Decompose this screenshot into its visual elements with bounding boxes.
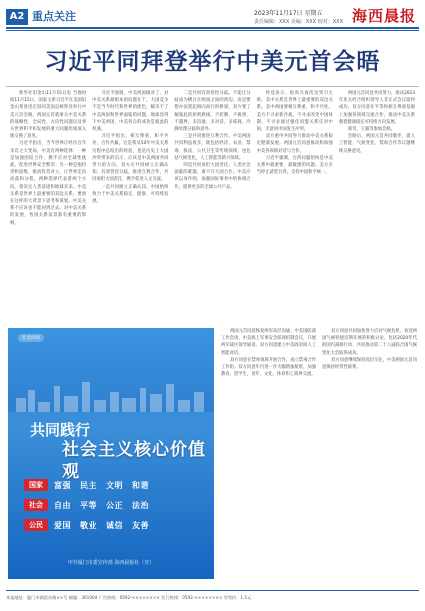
paragraph: 两国元首同意恢复两军高层沟通、中美国防部工作会谈、中美海上军事安全磋商机制会议，开展两军战区领导通话。双方同意建立中美政府间人工智能对话。	[221, 329, 316, 356]
paragraph: 新华社旧金山11月15日电 当地时间11月15日，国家主席习近平在美国旧金山斐洛里庄园同美国总统拜登举行中美元首会晤。两国元首就事关中美关系的战略性、全局性、方向性问题以及事关世界和平和发展的重大问题坦诚深入地交换了意见。	[10, 91, 87, 140]
value-item: 民主	[80, 480, 97, 490]
value-item: 文明	[106, 480, 123, 490]
values-row-label: 国家	[24, 479, 48, 491]
editor-line: 责任编辑：XXX 美编：XXX 校对：XXX	[254, 19, 344, 25]
value-item: 平等	[80, 500, 97, 510]
paragraph: 双方同意继续保持高层交往，中美两国元首同意保持经常性联系。	[322, 357, 417, 371]
paragraph: 会晤后，两国元首共同散步，就人工智能、气候变化、禁毒合作等议题继续交换意见。	[338, 134, 416, 154]
paragraph: 习近平指出，相互尊重、和平共处、合作共赢，这是我从50年中美关系历程中总结出的经验，也是历史上大国冲突带来的启示，应该是中美两国共同努力的方向。双方应共同树立正确认知，有效管控分歧，推进互利合作，共同承担大国责任，携手促进人文交流。	[92, 134, 169, 183]
paragraph: 两国元首同意共同努力，推动2023年亚太经合组织领导人非正式会议取得成功。双方同意在平等和相互尊重基础上加强各领域交流合作，推动中美关系朝着健康稳定可持续方向发展。	[338, 91, 416, 125]
paragraph: 双方重申共同努力推动中美关系稳定健康发展。两国元首同意推动和加强中美各领域对话与合作。	[256, 134, 333, 154]
paragraph: 习近平指出，当今世界正经历百年未有之大变局，中美有两种选择：一种是加强团结合作，携手应对全球性挑战，促进世界安全繁荣；另一种是抱持零和思维，挑动阵营对立，让世界走向动荡和分裂。两种选择代表着两个方向，将决定人类前途和地球未来。中美关系是世界上最重要的双边关系，要放在这样的大背景下思考和谋划。中美关系不应该也不能回到过去，对中美关系的发展，各国关系前景都有重要的影响。	[10, 141, 87, 226]
newspaper-logo: 海西晨报	[352, 7, 417, 25]
value-item: 和谐	[132, 480, 149, 490]
value-item: 自由	[54, 500, 71, 510]
value-item: 诚信	[106, 520, 123, 530]
paragraph: 拜登表示，很高兴再次见到习主席。美中关系是世界上最重要的双边关系。美中两国要相互尊重，和平共处。美方不寻求新冷战，不寻求改变中国体制，不寻求通过强化同盟关系反对中国，无意同中国发生冲突。	[256, 91, 333, 133]
values-row-label: 公民	[24, 519, 48, 531]
city-skyline-icon	[8, 380, 214, 412]
values-row-national	[24, 478, 158, 492]
value-item: 富强	[54, 480, 71, 490]
values-row-social	[24, 498, 158, 512]
paragraph: 习近平强调，台湾问题始终是中美关系中最重要、最敏感的问题。美方应当停止武装台湾，支持中国和平统一。	[256, 155, 333, 176]
values-row-citizen	[24, 518, 158, 532]
article-body	[10, 90, 415, 328]
paragraph: 蔡奇、王毅等参加会晤。	[347, 127, 396, 133]
article-continuation	[221, 328, 417, 579]
section-number: A2	[6, 9, 28, 25]
article-column-5	[339, 90, 415, 328]
article-headline: 习近平同拜登举行中美元首会晤	[44, 49, 381, 75]
article-column-3	[174, 90, 250, 328]
paragraph: 四是共同承担大国责任。人类社会面临的难题，离不开大国合作。中美应该以身作则，加强国际事务中的协调合作，提供更多的全球公共产品。	[174, 163, 251, 190]
article-column-1	[10, 90, 86, 328]
value-item: 公正	[106, 500, 123, 510]
paragraph: 三是共同推进互利合作。中美两国共同利益很多，既包括经济、农业、禁毒、执法、公共卫生等传统领域，也包括气候变化、人工智能等新兴领域。	[174, 134, 251, 161]
section-name: 重点关注	[32, 10, 76, 23]
paragraph: 一是共同树立正确认知。中国始终致力于中美关系稳定、健康、可持续发展。	[92, 184, 169, 205]
poster-tag: 社会风尚	[18, 334, 44, 342]
values-row-label: 社会	[24, 499, 48, 511]
page-footer: 本报地址：厦门市湖滨东路××号 邮编：361004 广告热线：0592-×××××××× 发行热线：0592-×××××××× 零售价：1.5元	[6, 595, 252, 600]
article-column-4	[257, 90, 333, 328]
poster-title-line2: 社会主义核心价值观	[62, 440, 206, 482]
paragraph: 双方同意共同加快努力应对气候危机，欢迎两国气候特使近期开展的积极讨论，包括2020年代的国内减排行动、共同推动第二十八届联合国气候变化大会取得成功。	[322, 329, 417, 356]
value-item: 友善	[132, 520, 149, 530]
footer-rule	[6, 590, 419, 591]
core-values-poster	[8, 328, 214, 579]
value-item: 敬业	[80, 520, 97, 530]
headline-divider	[6, 86, 419, 87]
paragraph: 二是共同有效管控分歧。不能让分歧成为横亘在两国之间的鸿沟，而是要想办法架起相向而行的桥梁。双方要了解彼此的原则底线，不折腾、不挑事、不越界，多沟通、多对话、多磋商，冷静处理分歧和意外。	[174, 91, 251, 133]
poster-title-line1: 共同践行	[30, 421, 91, 439]
issue-date: 2023年11月17日 星期五	[254, 10, 323, 17]
paragraph: 双方同意在禁毒领域开展合作，成立禁毒合作工作组。双方同意年内进一步大幅增加航班，加强教育、留学生、青年、文化、体育和工商界交流。	[221, 357, 316, 378]
article-column-2	[92, 90, 168, 328]
value-item: 法治	[132, 500, 149, 510]
header-rule-thin	[6, 30, 419, 31]
value-item: 爱国	[54, 520, 71, 530]
poster-credit: 中共厦门市委宣传部 海西晨报社（宣）	[67, 560, 155, 566]
paragraph: 习近平强调，中美两国做对了，对中美关系最根本的问题在于，大国竞争不是当今时代和世界的底色，解决不了中美两国和世界面临的问题。地球容得下中美两国，中美各自的成功是彼此的机遇。	[92, 91, 169, 133]
page-header	[0, 0, 425, 30]
header-rule-thick	[6, 27, 419, 29]
